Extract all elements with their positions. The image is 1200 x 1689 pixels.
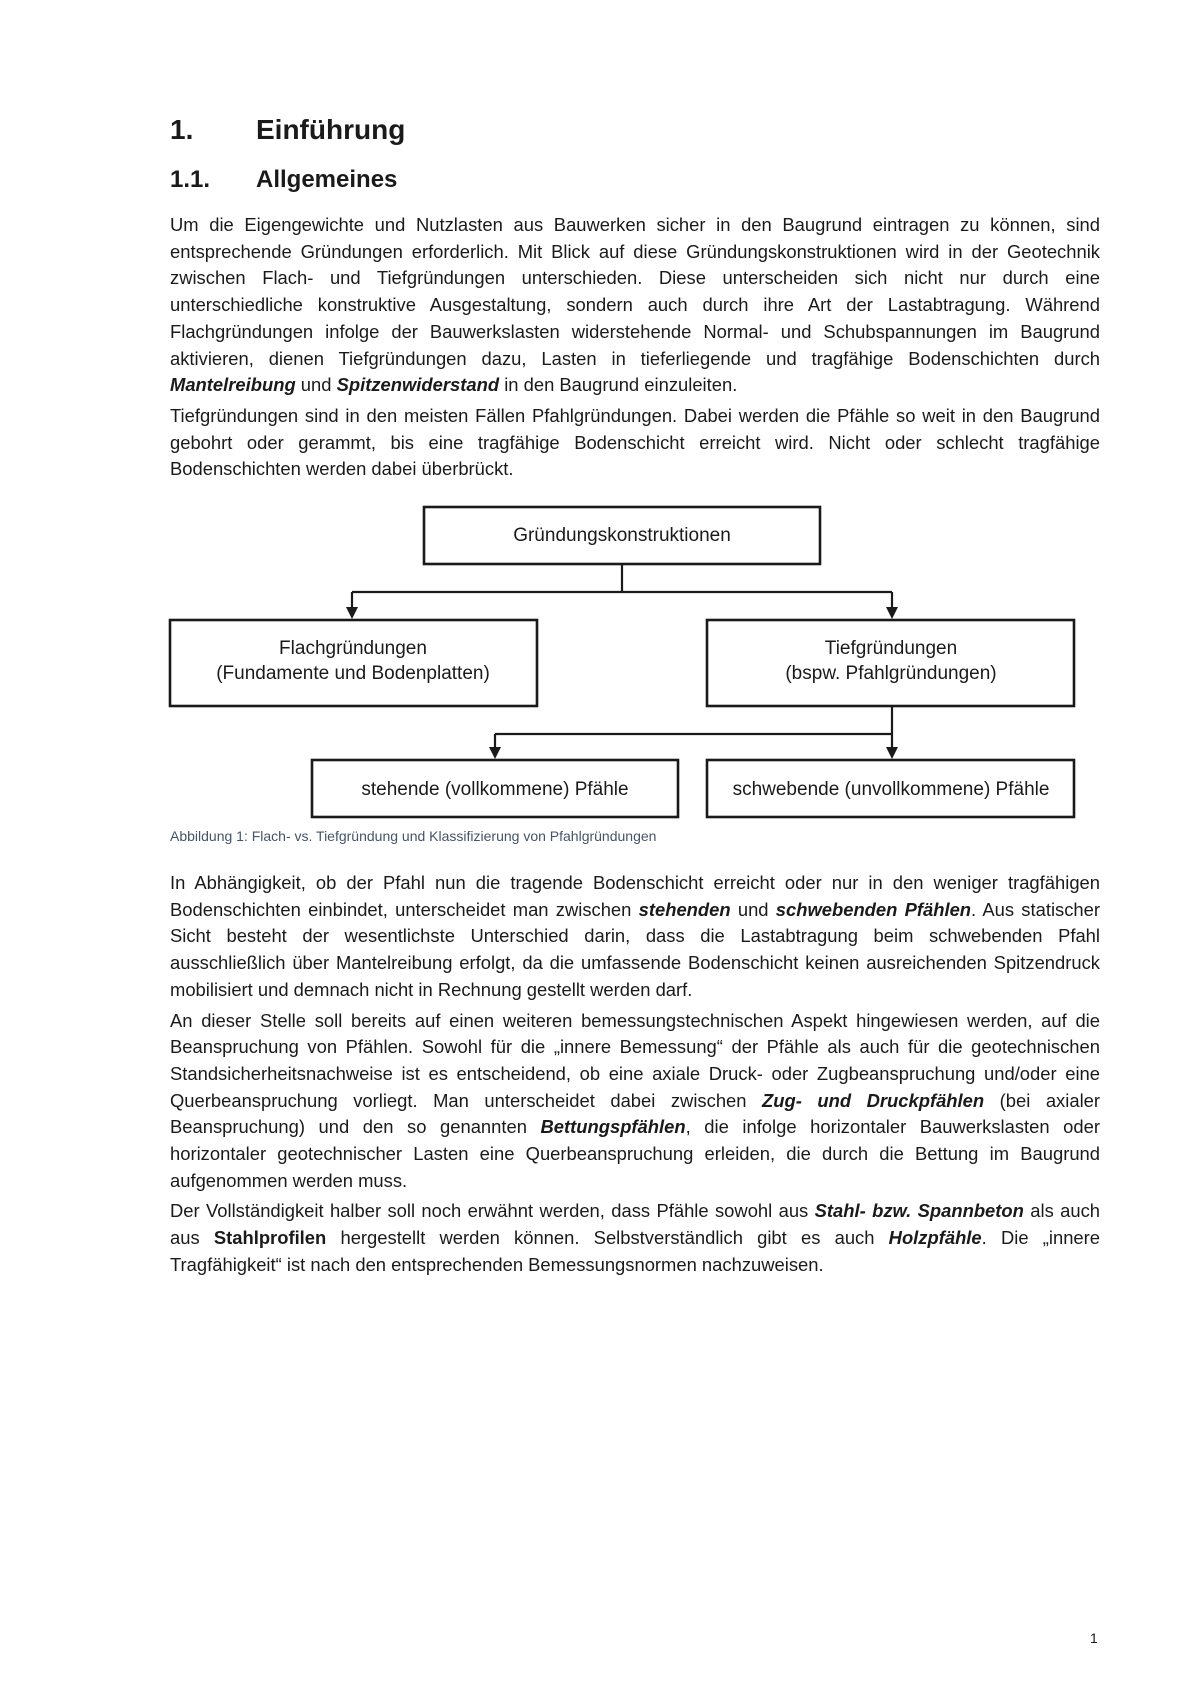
section-number: 1.1.	[170, 166, 211, 193]
paragraph-1-text-c: in den Baugrund einzuleiten.	[499, 374, 738, 396]
label-flach-line2: (Fundamente und Bodenplatten)	[216, 663, 490, 684]
page-number: 1	[1090, 1630, 1098, 1646]
connector-root	[352, 564, 892, 608]
arrow-to-stehende	[489, 747, 501, 759]
paragraph-1-text-b: und	[295, 374, 337, 396]
paragraph-3	[170, 870, 1100, 1004]
term-stahl-spannbeton: Stahl- bzw. Spannbeton	[814, 1200, 1024, 1222]
paragraph-4-text-a: An dieser Stelle soll bereits auf einen weiteren bemessungstechnischen Aspekt hingewiesen werden, auf die Beanspruchung von Pfählen. Sowohl für die „innere Bemessung“ der Pfähle als auch für die geotechnischen Standsicherheitsnachweise ist es entscheidend, ob eine axiale Druck- oder Zugbeanspruchung und/oder eine Querbeanspruchung vorliegt. Man unterscheidet dabei zwischen	[170, 1009, 1100, 1111]
paragraph-3-text-b: und	[730, 898, 776, 920]
label-gruendungskonstruktionen: Gründungskonstruktionen	[513, 525, 731, 546]
paragraph-4-text-c: , die infolge horizontaler Bauwerkslasten oder horizontaler geotechnischer Lasten eine Querbeanspruchung erleiden, die durch die Bettung im Baugrund aufgenommen werden muss.	[170, 1116, 1100, 1191]
paragraph-4	[170, 1008, 1100, 1195]
body-text-block	[170, 870, 1100, 1279]
chapter-title: Einführung	[256, 114, 406, 145]
label-tief-line2: (bspw. Pfahlgründungen)	[785, 663, 997, 684]
term-stehenden: stehenden	[638, 898, 731, 920]
term-bettungspfaehle: Bettungspfählen	[540, 1116, 686, 1138]
figure-caption: Abbildung 1: Flach- vs. Tiefgründung und Klassifizierung von Pfahlgründungen	[170, 828, 657, 844]
paragraph-5-text-b: als auch aus	[170, 1200, 1101, 1249]
paragraph-3-text-a: In Abhängigkeit, ob der Pfahl nun die tragende Bodenschicht erreicht oder nur in den weniger tragfähigen Bodenschichten einbindet, unterscheidet man zwischen	[170, 872, 1100, 920]
chapter-number: 1.	[170, 114, 194, 145]
section-title: Allgemeines	[256, 166, 398, 193]
arrow-to-tief	[886, 607, 898, 619]
term-stahlprofile: Stahlprofilen	[213, 1227, 327, 1249]
term-mantelreibung: Mantelreibung	[170, 374, 296, 396]
paragraph-5-text-c: hergestellt werden können. Selbstverständlich gibt es auch	[326, 1227, 889, 1249]
paragraph-5	[170, 1198, 1100, 1278]
term-holzpfaehle: Holzpfähle	[888, 1227, 982, 1249]
label-tief-line1: Tiefgründungen	[824, 638, 958, 659]
paragraph-5-text-a: Der Vollständigkeit halber soll noch erwähnt werden, dass Pfähle sowohl aus	[170, 1200, 815, 1222]
paragraph-5-text-d: . Die „innere Tragfähigkeit“ ist nach den entsprechenden Bemessungsnormen nachzuweisen.	[170, 1227, 1101, 1275]
label-stehende-pfaehle: stehende (vollkommene) Pfähle	[361, 779, 629, 800]
paragraph-4-text-b: (bei axialer Beanspruchung) und den so genannten	[170, 1089, 1101, 1138]
connector-tief	[495, 706, 892, 748]
term-spitzenwiderstand: Spitzenwiderstand	[336, 374, 500, 396]
arrow-to-schwebende	[886, 747, 898, 759]
paragraph-2: Tiefgründungen sind in den meisten Fällen Pfahlgründungen. Dabei werden die Pfähle so weit in den Baugrund gebohrt oder gerammt, bis eine tragfähige Bodenschicht erreicht wird. Nicht oder schlecht tragfähige Bodenschichten werden dabei überbrückt.	[170, 404, 1100, 480]
paragraph-1-text-a: Um die Eigengewichte und Nutzlasten aus Bauwerken sicher in den Baugrund eintragen zu können, sind entsprechende Gründungen erforderlich. Mit Blick auf diese Gründungskonstruktionen wird in der Geotechnik zwischen Flach- und Tiefgründungen unterschieden. Diese unterscheiden sich nicht nur durch eine unterschiedliche konstruktive Ausgestaltung, sondern auch durch ihre Art der Lastabtragung. Während Flachgründungen infolge der Bauwerkslasten widerstehende Normal- und Schubspannungen im Baugrund aktivieren, dienen Tiefgründungen dazu, Lasten in tieferliegende und tragfähige Bodenschichten durch	[170, 214, 1100, 369]
label-schwebende-pfaehle: schwebende (unvollkommene) Pfähle	[732, 779, 1050, 800]
term-schwebenden-pfaehlen: schwebenden Pfählen	[775, 898, 972, 920]
arrow-to-flach	[346, 607, 358, 619]
label-flach-line1: Flachgründungen	[279, 638, 427, 659]
paragraph-3-text-c: . Aus statischer Sicht besteht der wesentlichste Unterschied darin, dass die Lastabtragung beim schwebenden Pfahl ausschließlich über Mantelreibung erfolgt, da die umfassende Bodenschicht keinen ausreichenden Spitzendruck mobilisiert und demnach nicht in Rechnung gestellt werden darf.	[170, 898, 1100, 1000]
term-zug-und-druckpfaehle: Zug- und Druckpfählen	[762, 1089, 985, 1111]
